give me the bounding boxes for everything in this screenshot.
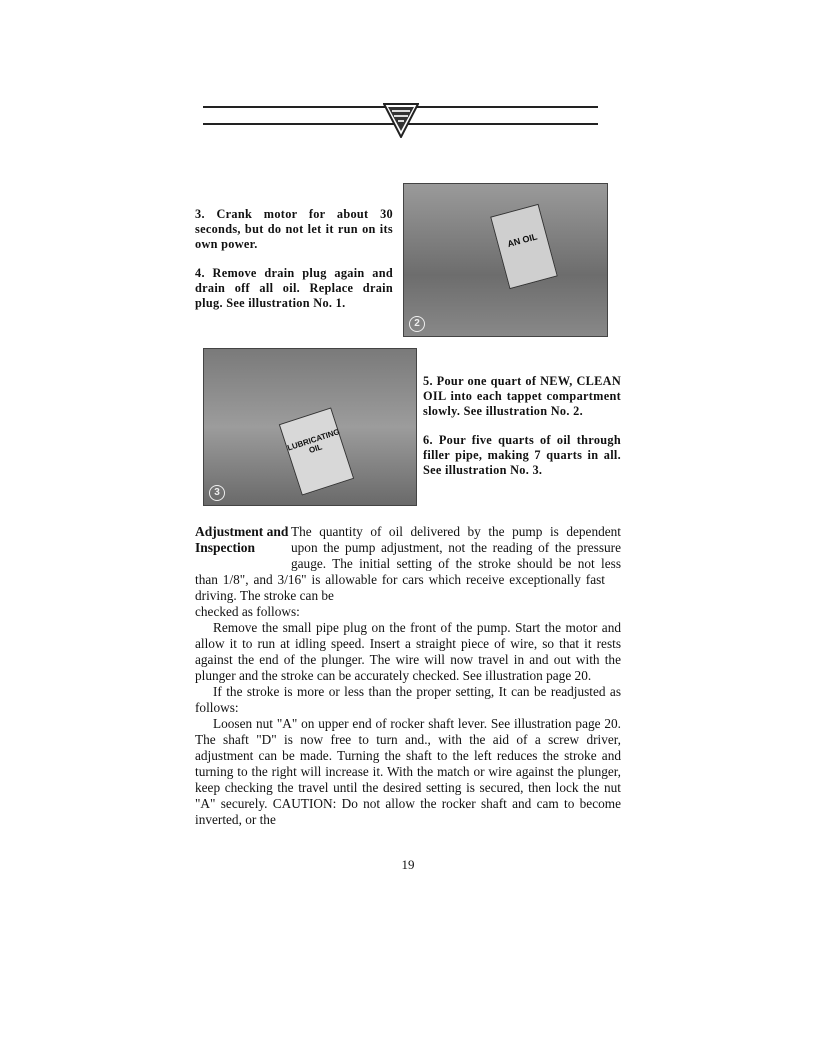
intro-line: upon the pump adjustment, not the reading of the pressure [291, 540, 621, 555]
section-heading [195, 524, 291, 572]
oil-can: LUBRICATING OIL [279, 407, 354, 495]
step-4: 4. Remove drain plug again and drain off all oil. Replace drain plug. See illustration No. 1. [195, 266, 393, 310]
emblem-logo [383, 100, 419, 138]
step-5: 5. Pour one quart of NEW, CLEAN OIL into each tappet compartment slowly. See illustration No. 2. [423, 374, 621, 418]
oil-can: AN OIL [490, 204, 558, 289]
illustration-2 [403, 183, 608, 337]
intro-rest: than 1/8", and 3/16" is allowable for cars which receive exceptionally fast driving. The stroke can be [195, 572, 605, 603]
illustration-number: 3 [209, 485, 225, 501]
intro-line: The quantity of oil delivered by the pump is dependent [291, 524, 621, 539]
steps-3-4 [195, 207, 393, 325]
step-6: 6. Pour five quarts of oil through filler pipe, making 7 quarts in all. See illustration No. 3. [423, 433, 621, 477]
section-intro [195, 524, 621, 572]
intro-last: checked as follows: [195, 604, 300, 619]
intro-line: gauge. The initial setting of the stroke should be not less [291, 556, 621, 571]
paragraph: Loosen nut "A" on upper end of rocker shaft lever. See illustration page 20. The shaft "D" is now free to turn and., with the aid of a screw driver, adjustment can be made. Turning the shaft to the left reduces the stroke and turning to the right will increase it. With the match or wire against the plunger, keep checking the travel until the desired setting is secured, then lock the nut "A" securely. CAUTION: Do not allow the rocker shaft and cam to become inverted, or the [195, 716, 621, 827]
steps-5-6 [423, 374, 621, 492]
adjustment-section [195, 524, 621, 828]
illustration-number: 2 [409, 316, 425, 332]
heading-line: Adjustment and [195, 524, 289, 539]
page-number: 19 [401, 857, 415, 872]
illustration-3 [203, 348, 417, 506]
paragraph: If the stroke is more or less than the proper setting, It can be readjusted as follows: [195, 684, 621, 715]
step-3: 3. Crank motor for about 30 seconds, but do not let it run on its own power. [195, 207, 393, 251]
heading-line: Inspection [195, 540, 256, 555]
paragraph: Remove the small pipe plug on the front of the pump. Start the motor and allow it to run at idling speed. Insert a straight piece of wire, so that it rests against the end of the plunger. The wire will now travel in and out with the plunger and the stroke can be accurately checked. See illustration page 20. [195, 620, 621, 683]
